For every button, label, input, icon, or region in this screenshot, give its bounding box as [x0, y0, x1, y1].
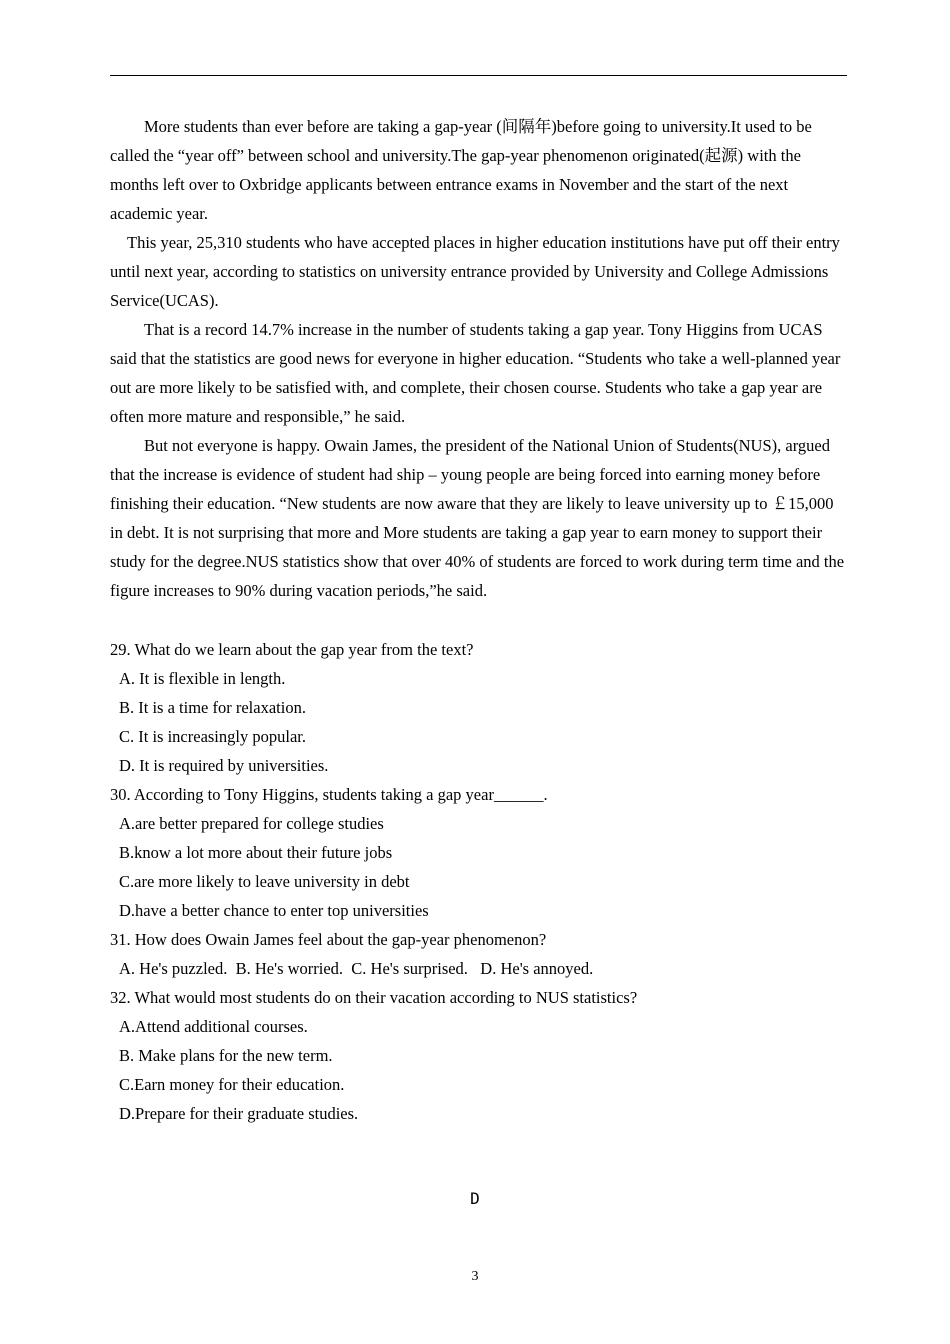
question-list	[110, 635, 847, 1128]
question-29-option-d: D. It is required by universities.	[119, 756, 329, 775]
question-30-option-d: D.have a better chance to enter top universities	[119, 901, 429, 920]
question-32-option-a: A.Attend additional courses.	[119, 1017, 308, 1036]
header-rule	[110, 75, 847, 76]
question-32-option-c: C.Earn money for their education.	[119, 1075, 345, 1094]
question-32-stem: 32. What would most students do on their vacation according to NUS statistics?	[110, 988, 638, 1007]
passage-paragraph-2: This year, 25,310 students who have accepted places in higher education institutions have put off their entry until next year, according to statistics on university entrance provided by University and College Admissions Service(UCAS).	[110, 233, 840, 310]
question-31-stem: 31. How does Owain James feel about the gap-year phenomenon?	[110, 930, 547, 949]
question-29-option-b: B. It is a time for relaxation.	[119, 698, 306, 717]
question-29-stem: 29. What do we learn about the gap year from the text?	[110, 640, 474, 659]
question-30-option-c: C.are more likely to leave university in debt	[119, 872, 410, 891]
question-29-option-a: A. It is flexible in length.	[119, 669, 286, 688]
page-number: 3	[471, 1269, 479, 1284]
question-31-options: A. He's puzzled. B. He's worried. C. He's surprised. D. He's annoyed.	[119, 959, 594, 978]
passage-paragraph-4: But not everyone is happy. Owain James, the president of the National Union of Students(NUS), argued that the increase is evidence of student had ship – young people are being forced into earning money before finishing their education. “New students are now aware that they are likely to leave university up to ￡15,000 in debt. It is not surprising that more and More students are taking a gap year to earn money to support their study for the degree.NUS statistics show that over 40% of students are forced to work during term time and the figure increases to 90% during vacation periods,”he said.	[110, 436, 845, 600]
question-30-option-b: B.know a lot more about their future jobs	[119, 843, 393, 862]
question-32-option-d: D.Prepare for their graduate studies.	[119, 1104, 359, 1123]
reading-passage	[110, 112, 847, 605]
passage-paragraph-3: That is a record 14.7% increase in the number of students taking a gap year. Tony Higgins from UCAS said that the statistics are good news for everyone in higher education. “Students who take a well-planned year out are more likely to be satisfied with, and complete, their chosen course. Students who take a gap year are often more mature and responsible,” he said.	[110, 320, 841, 426]
section-heading: D	[470, 1189, 480, 1208]
passage-paragraph-1: More students than ever before are taking a gap-year (间隔年)before going to university.It used to be called the “year off” between school and university.The gap-year phenomenon originated(起源) with the months left over to Oxbridge applicants between entrance exams in November and the start of the next academic year.	[110, 117, 812, 223]
question-29-option-c: C. It is increasingly popular.	[119, 727, 306, 746]
question-32-option-b: B. Make plans for the new term.	[119, 1046, 333, 1065]
question-30-option-a: A.are better prepared for college studies	[119, 814, 384, 833]
question-30-stem: 30. According to Tony Higgins, students taking a gap year______.	[110, 785, 548, 804]
